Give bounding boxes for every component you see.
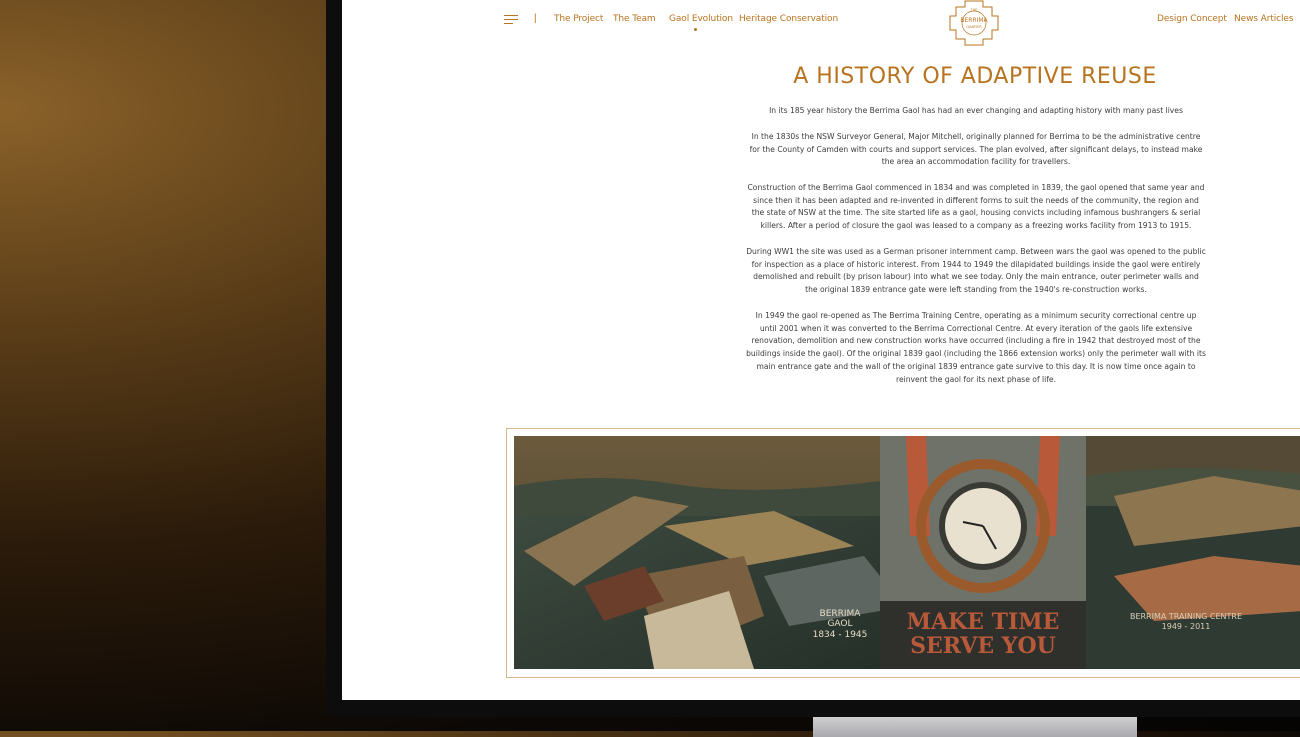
history-paragraph-1949: In 1949 the gaol re-opened as The Berrima Training Centre, operating as a minimum security correctional centre up until 2001 when it was converted to the Berrima Correctional Centre. At every iteration of the gaols life extensive renovation, demolition and new construction works have occurred (including a fire in 1942 that destroyed most of the buildings inside the gaol). Of the original 1839 gaol (including the 1866 extension works) only the perimeter wall with its main entrance gate and the wall of the original 1839 entrance gate survive to this day. It is now time once again to reinvent the gaol for its next phase of life. [746, 311, 1206, 384]
hamburger-menu-icon[interactable] [504, 15, 518, 25]
mural-left-caption-2: GAOL [827, 619, 853, 629]
browser-screen [342, 0, 1300, 700]
nav-link-gaol-evolution[interactable]: Gaol Evolution [669, 14, 733, 24]
mural-right-caption-2: 1949 - 2011 [1161, 622, 1211, 631]
nav-link-news-articles[interactable]: News Articles [1234, 14, 1294, 24]
historic-mural-image [514, 436, 1300, 669]
berrima-quarter-logo[interactable] [947, 0, 1001, 48]
monitor-stand [813, 717, 1137, 737]
nav-link-design-concept[interactable]: Design Concept [1157, 14, 1227, 24]
mural-left-caption-3: 1834 - 1945 [812, 630, 868, 640]
mural-slogan-line-1: MAKE TIME [906, 609, 1060, 635]
nav-link-the-project[interactable]: The Project [554, 14, 604, 24]
nav-link-heritage-conservation[interactable]: Heritage Conservation [739, 14, 839, 24]
nav-separator: | [534, 13, 537, 24]
logo-line-quarter: QUARTER [966, 25, 982, 29]
mural-right-caption-1: BERRIMA TRAINING CENTRE [1129, 612, 1243, 621]
top-navigation [342, 0, 1300, 50]
nav-link-the-team[interactable]: The Team [613, 14, 656, 24]
logo-line-the: THE [970, 8, 978, 12]
history-paragraph-1830s: In the 1830s the NSW Surveyor General, Major Mitchell, originally planned for Berrima to be the administrative centre for the County of Camden with courts and support services. The plan evolved, after significant delays, to instead make the area an accommodation facility for travellers. [749, 132, 1203, 167]
page-title: A HISTORY OF ADAPTIVE REUSE [793, 64, 1157, 89]
active-nav-indicator [694, 28, 697, 31]
logo-line-berrima: BERRIMA [960, 17, 988, 24]
mural-left-caption-1: BERRIMA [819, 609, 861, 619]
intro-paragraph: In its 185 year history the Berrima Gaol has had an ever changing and adapting history with many past lives [769, 106, 1183, 115]
mural-slogan-line-2: SERVE YOU [910, 633, 1056, 659]
history-paragraph-construction: Construction of the Berrima Gaol commenced in 1834 and was completed in 1839, the gaol opened that same year and since then it has been adapted and re-invented in different forms to suit the needs of the community, the region and the state of NSW at the time. The site started life as a gaol, housing convicts including infamous bushrangers & serial killers. After a period of closure the gaol was leased to a company as a freezing works facility from 1913 to 1915. [747, 183, 1205, 231]
history-paragraph-ww1: During WW1 the site was used as a German prisoner internment camp. Between wars the gaol was opened to the public for inspection as a place of historic interest. From 1944 to 1949 the dilapidated buildings inside the gaol were entirely demolished and rebuilt (by prison labour) into what we see today. Only the main entrance, outer perimeter walls and the original 1839 entrance gate were left standing from the 1940's re-construction works. [746, 247, 1206, 295]
